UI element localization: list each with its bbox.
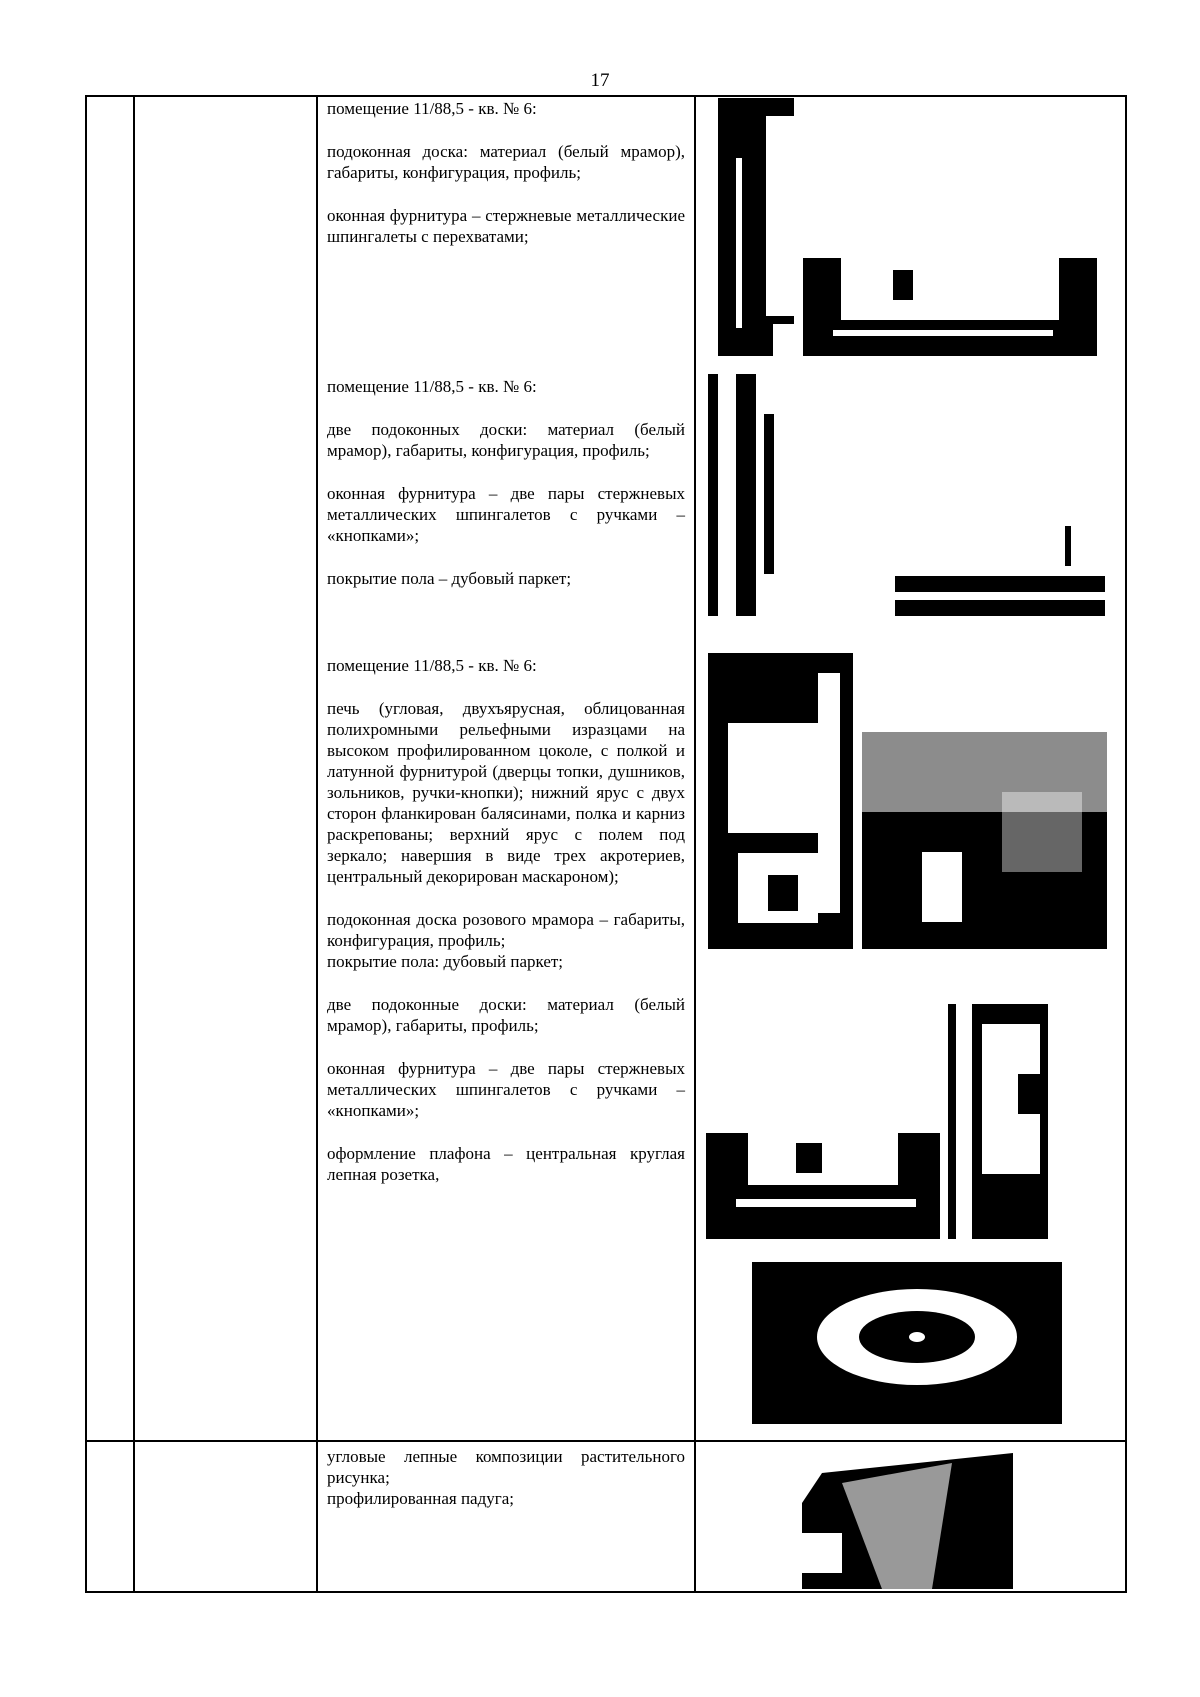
photo-ceiling-rosette (752, 1262, 1062, 1424)
section-paragraph: покрытие пола – дубовый паркет; (327, 569, 572, 588)
section-3-text (327, 655, 685, 1185)
table-border-right (1125, 95, 1127, 1593)
section-4-text (327, 1446, 685, 1509)
section-2-text (327, 376, 685, 589)
section-paragraph: оконная фурнитура – стержневые металлические шпингалеты с перехватами; (327, 206, 685, 246)
section-header: помещение 11/88,5 - кв. № 6: (327, 656, 537, 675)
photo-window-sill-white (706, 1133, 940, 1239)
section-paragraph: две подоконных доски: материал (белый мрамор), габариты, конфигурация, профиль; (327, 420, 685, 460)
photo-corner-stove (708, 653, 853, 949)
photo-window-pink-marble (948, 1004, 1048, 1239)
section-paragraph: оконная фурнитура – две пары стержневых металлических шпингалетов с ручками – «кнопками»; (327, 1059, 685, 1120)
photo-window-sill-vertical (718, 98, 794, 356)
section-paragraph: профилированная падуга; (327, 1489, 514, 1508)
section-paragraph: оформление плафона – центральная круглая лепная розетка, (327, 1144, 685, 1184)
table-row-divider (85, 1440, 1127, 1442)
table-border-left (85, 95, 87, 1593)
photo-window-sill-horizontal (803, 258, 1097, 356)
section-header: помещение 11/88,5 - кв. № 6: (327, 99, 537, 118)
section-paragraph: две подоконные доски: материал (белый мрамор), габариты, профиль; (327, 995, 685, 1035)
section-paragraph: подоконная доска: материал (белый мрамор), габариты, конфигурация, профиль; (327, 142, 685, 182)
table-border-top (85, 95, 1127, 97)
section-header: помещение 11/88,5 - кв. № 6: (327, 377, 537, 396)
table-column-divider-1 (133, 95, 135, 1593)
section-paragraph: печь (угловая, двухъярусная, облицованная полихромными рельефными изразцами на высоком профилированном цоколе, с полкой и латунной фурнитурой (дверцы топки, душников, зольников, ручки-кнопки); нижний ярус с двух сторон фланкирован балясинами, полка и карниз раскрепованы; верхний ярус с полем под зеркало; навершия в виде трех акротериев, центральный декорирован маскароном); (327, 699, 685, 886)
photo-window-sill-two (895, 516, 1105, 616)
photo-window-frame-vertical (708, 374, 800, 616)
section-paragraph: угловые лепные композиции растительного рисунка; (327, 1447, 685, 1487)
section-paragraph: оконная фурнитура – две пары стержневых металлических шпингалетов с ручками – «кнопками»; (327, 484, 685, 545)
photo-corner-molding (802, 1443, 1013, 1589)
table-border-bottom (85, 1591, 1127, 1593)
page-number: 17 (590, 70, 610, 91)
section-paragraph: покрытие пола: дубовый паркет; (327, 952, 564, 971)
photo-stove-top-detail (862, 732, 1107, 949)
section-paragraph: подоконная доска розового мрамора – габариты, конфигурация, профиль; (327, 910, 685, 950)
table-column-divider-3 (694, 95, 696, 1593)
table-column-divider-2 (316, 95, 318, 1593)
section-1-text (327, 98, 685, 247)
